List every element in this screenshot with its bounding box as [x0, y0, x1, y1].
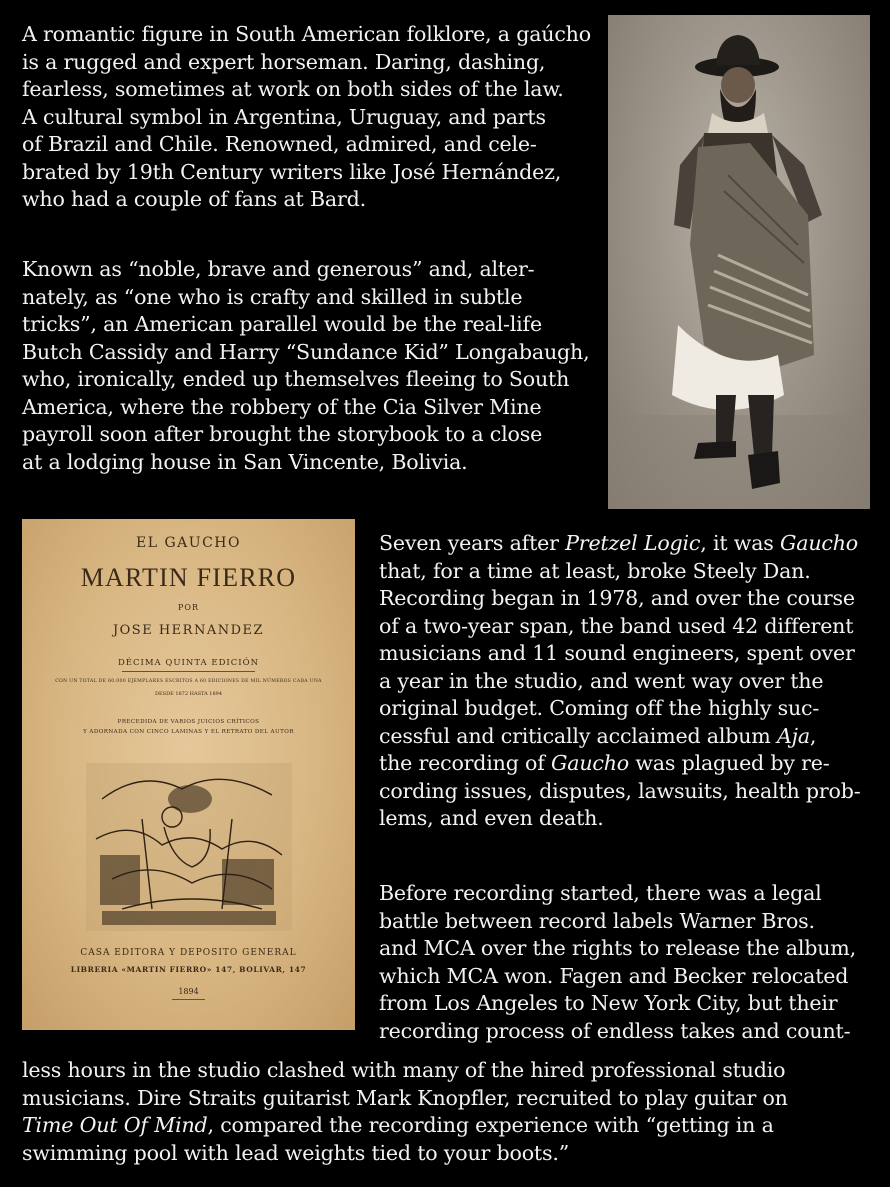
text-line: swimming pool with lead weights tied to your boots.” [22, 1140, 570, 1165]
text-line: Time Out Of Mind, compared the recording experience with “getting in a [22, 1113, 774, 1137]
text-line: less hours in the studio clashed with many of the hired professional studio [22, 1058, 786, 1082]
gaucho-figure [608, 15, 870, 509]
text-line: recording process of endless takes and count- [379, 1018, 851, 1043]
album-title-gaucho: Gaucho [551, 751, 630, 775]
text-line: a year in the studio, and went way over the [379, 668, 824, 693]
text-line: from Los Angeles to New York City, but their [379, 991, 838, 1015]
cover-publisher: CASA EDITORA Y DEPOSITO GENERAL [80, 948, 297, 958]
album-title-time-out-of-mind: Time Out Of Mind [22, 1113, 208, 1137]
text-line: A romantic figure in South American folklore, a gaúcho [22, 22, 591, 46]
text-line: which MCA won. Fagen and Becker relocated [379, 963, 849, 988]
gaucho-album-paragraph [379, 530, 865, 833]
cover-date-range: DESDE 1872 HASTA 1894 [154, 691, 223, 697]
text-line: Seven years after Pretzel Logic, it was Gaucho [379, 531, 858, 555]
text-line: is a rugged and expert horseman. Daring, dashing, [22, 49, 546, 74]
text-line: fearless, sometimes at work on both sides of the law. [22, 77, 564, 101]
cover-print-run: CON UN TOTAL DE 60.000 EJEMPLARES ESCRITOS A 60 EDICIONES DE MIL NÚMEROS CADA UNA [55, 679, 322, 684]
text-line: cessful and critically acclaimed album Aja, [379, 723, 817, 748]
text-line: musicians. Dire Straits guitarist Mark Knopfler, recruited to play guitar on [22, 1085, 788, 1110]
text-line: A cultural symbol in Argentina, Uruguay, and parts [22, 104, 546, 129]
text-line: cording issues, disputes, lawsuits, health prob- [379, 778, 861, 803]
recording-paragraph [379, 880, 865, 1045]
cover-year: 1894 [178, 987, 199, 996]
text-line: at a lodging house in San Vincente, Bolivia. [22, 449, 468, 474]
text-line: battle between record labels Warner Bros. [379, 908, 815, 933]
cover-divider [122, 671, 255, 672]
text-line: who had a couple of fans at Bard. [22, 187, 366, 211]
intro-paragraph [22, 21, 592, 214]
cover-eyebrow: EL GAUCHO [136, 535, 241, 551]
cover-illustration [82, 759, 296, 935]
text-line: brated by 19th Century writers like José Hernández, [22, 159, 562, 184]
cover-title: MARTIN FIERRO [80, 563, 297, 592]
text-line: that, for a time at least, broke Steely Dan. [379, 558, 811, 583]
cover-year-underline [172, 999, 205, 1000]
cover-por: POR [178, 603, 199, 612]
text-line: tricks”, an American parallel would be the real-life [22, 312, 542, 336]
cover-edition: DÉCIMA QUINTA EDICIÓN [117, 658, 260, 668]
text-line: Butch Cassidy and Harry “Sundance Kid” Longabaugh, [22, 339, 590, 364]
text-line: Recording began in 1978, and over the course [379, 586, 855, 610]
text-line: who, ironically, ended up themselves fleeing to South [22, 367, 570, 391]
cover-author: JOSE HERNANDEZ [112, 623, 265, 638]
comparison-paragraph [22, 256, 592, 476]
martin-fierro-book-cover [22, 519, 355, 1030]
text-line: of a two-year span, the band used 42 different [379, 613, 854, 638]
text-line: America, where the robbery of the Cia Silver Mine [22, 394, 542, 419]
text-line: Known as “noble, brave and generous” and, alter- [22, 257, 535, 281]
text-line: and MCA over the rights to release the album, [379, 936, 856, 960]
text-line: lems, and even death. [379, 806, 604, 830]
text-line: of Brazil and Chile. Renowned, admired, and cele- [22, 132, 537, 156]
album-title-aja: Aja [776, 723, 810, 748]
text-line: Before recording started, there was a legal [379, 881, 822, 905]
recording-paragraph-continued [22, 1057, 867, 1167]
gaucho-photograph [608, 15, 870, 509]
text-line: payroll soon after brought the storybook to a close [22, 422, 543, 446]
album-title-pretzel-logic: Pretzel Logic [565, 531, 701, 555]
cover-bookstore: LIBRERIA «MARTIN FIERRO» 147, BOLIVAR, 147 [70, 965, 307, 974]
text-line: the recording of Gaucho was plagued by re- [379, 751, 830, 775]
text-line: original budget. Coming off the highly suc- [379, 696, 820, 720]
text-line: musicians and 11 sound engineers, spent over [379, 641, 855, 665]
album-title-gaucho: Gaucho [780, 531, 858, 555]
text-line: nately, as “one who is crafty and skilled in subtle [22, 284, 523, 309]
cover-preface-line: Y ADORNADA CON CINCO LAMINAS Y EL RETRATO DEL AUTOR [83, 729, 294, 735]
cover-preface-line: PRECEDIDA DE VARIOS JUICIOS CRÍTICOS [117, 719, 260, 725]
